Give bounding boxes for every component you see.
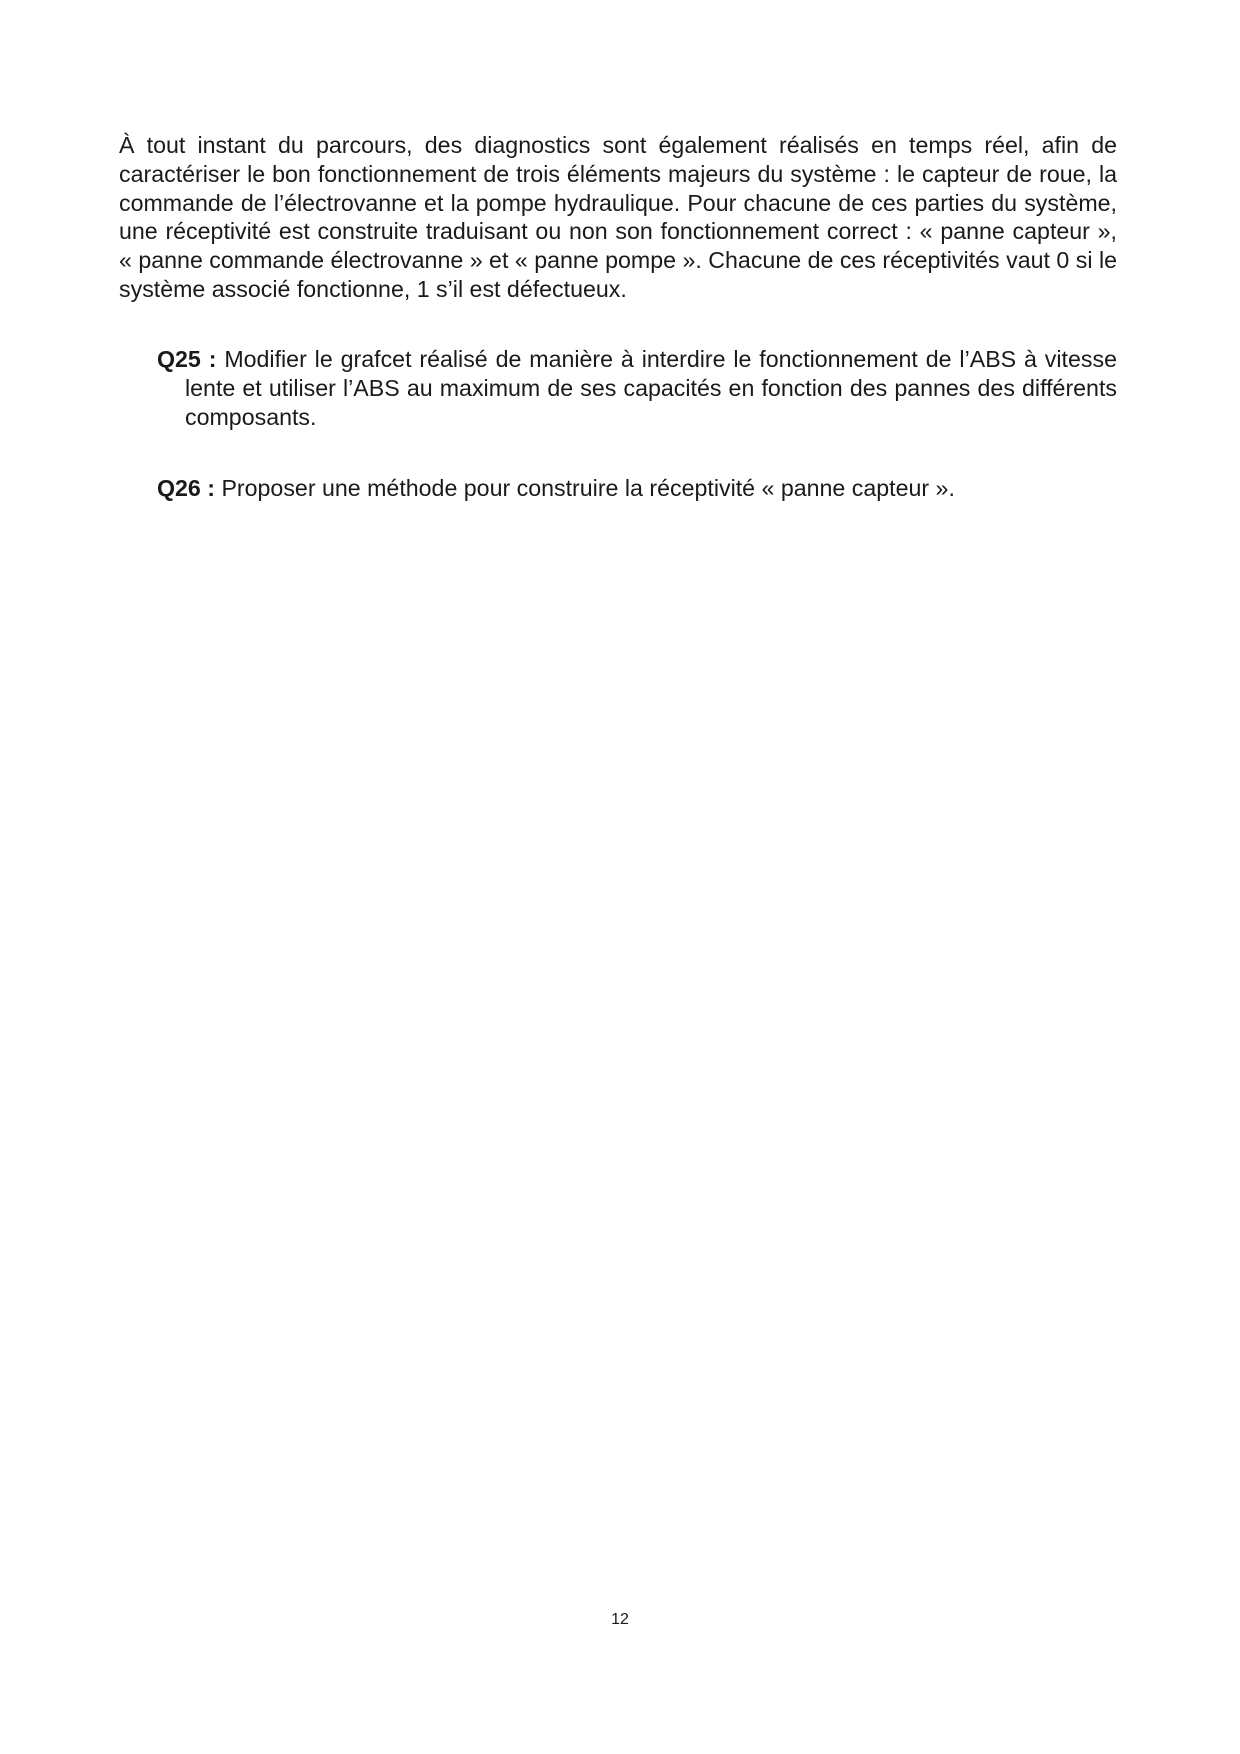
- page-number: 12: [611, 1611, 629, 1628]
- question-text: Proposer une méthode pour construire la réceptivité « panne capteur ».: [221, 475, 955, 501]
- question-label: Q25 :: [157, 346, 217, 372]
- question-q26: [157, 474, 1117, 503]
- question-label: Q26 :: [157, 475, 215, 501]
- question-q25: [157, 345, 1117, 431]
- intro-paragraph: À tout instant du parcours, des diagnostics sont également réalisés en temps réel, afin de caractériser le bon fonctionnement de trois éléments majeurs du système : le capteur de roue, la commande de l’électrovanne et la pompe hydraulique. Pour chacune de ces parties du système, une réceptivité est construite traduisant ou non son fonctionnement correct : « panne capteur », « panne commande électrovanne » et « panne pompe ». Chacune de ces réceptivités vaut 0 si le système associé fonctionne, 1 s’il est défectueux.: [119, 132, 1117, 302]
- question-text: Modifier le grafcet réalisé de manière à interdire le fonctionnement de l’ABS à vitesse lente et utiliser l’ABS au maximum de ses capacités en fonction des pannes des différents composants.: [185, 346, 1117, 430]
